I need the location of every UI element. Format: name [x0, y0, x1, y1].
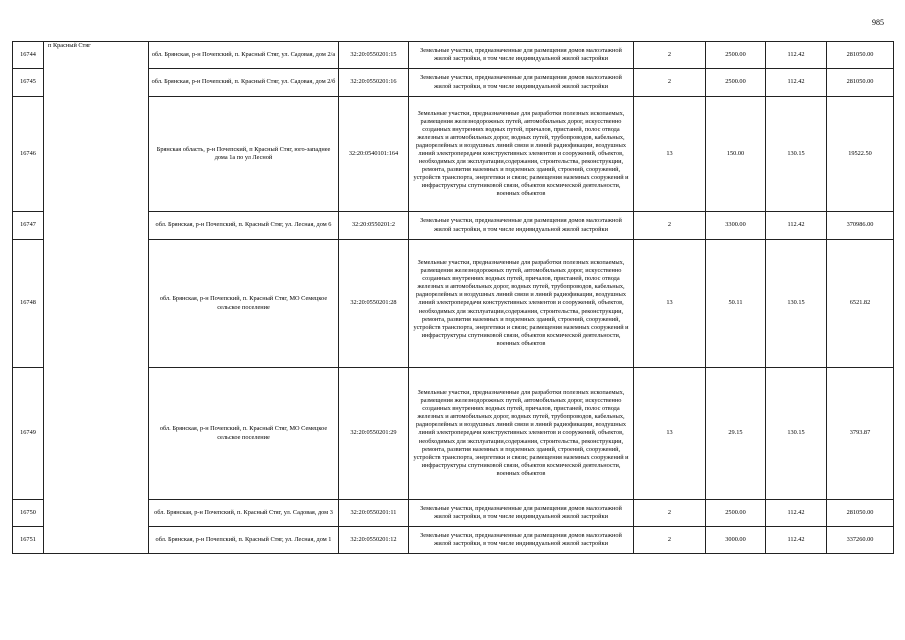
area-cell: 50.11	[706, 240, 766, 368]
purpose-cell: Земельные участки, предназначенные для размещения домов малоэтажной жилой застройки, в том числе индивидуальной жилой застройки	[409, 500, 634, 527]
cadastral-value-cell: 370986.00	[827, 212, 894, 240]
row-number: 16745	[13, 69, 44, 97]
address-cell: обл. Брянская, р-н Почепский, п. Красный Стяг, МО Семецкое сельское поселение	[149, 368, 339, 500]
cadastral-registry-table	[12, 41, 894, 554]
group-cell: 13	[634, 97, 706, 212]
purpose-cell: Земельные участки, предназначенные для размещения домов малоэтажной жилой застройки, в том числе индивидуальной жилой застройки	[409, 212, 634, 240]
cadastral-value-cell: 281050.00	[827, 69, 894, 97]
area-cell: 3300.00	[706, 212, 766, 240]
address-cell: обл. Брянская, р-н Почепский, п. Красный Стяг, ул. Садовая, дом 3	[149, 500, 339, 527]
address-cell: Брянская область, р-н Почепский, п Красный Стяг, юго-западнее дома 1а по ул Лесной	[149, 97, 339, 212]
area-cell: 29.15	[706, 368, 766, 500]
area-cell: 150.00	[706, 97, 766, 212]
specific-value-cell: 112.42	[766, 527, 827, 554]
address-cell: обл. Брянская, р-н Почепский, п. Красный Стяг, ул. Садовая, дом 2/а	[149, 42, 339, 69]
address-cell: обл. Брянская, р-н Почепский, п. Красный Стяг, МО Семецкое сельское поселение	[149, 240, 339, 368]
row-number: 16746	[13, 97, 44, 212]
cadastral-number-cell: 32:20:0550201:11	[339, 500, 409, 527]
specific-value-cell: 112.42	[766, 69, 827, 97]
cadastral-value-cell: 281050.00	[827, 500, 894, 527]
cadastral-value-cell: 19522.50	[827, 97, 894, 212]
row-number: 16744	[13, 42, 44, 69]
area-cell: 2500.00	[706, 69, 766, 97]
specific-value-cell: 112.42	[766, 500, 827, 527]
area-cell: 2500.00	[706, 42, 766, 69]
specific-value-cell: 130.15	[766, 240, 827, 368]
specific-value-cell: 130.15	[766, 368, 827, 500]
cadastral-value-cell: 281050.00	[827, 42, 894, 69]
cadastral-number-cell: 32:20:0550201:12	[339, 527, 409, 554]
row-number: 16751	[13, 527, 44, 554]
cadastral-value-cell: 337260.00	[827, 527, 894, 554]
purpose-cell: Земельные участки, предназначенные для размещения домов малоэтажной жилой застройки, в том числе индивидуальной жилой застройки	[409, 42, 634, 69]
cadastral-number-cell: 32:20:0540101:164	[339, 97, 409, 212]
address-cell: обл. Брянская, р-н Почепский, п. Красный Стяг, ул. Лесная, дом 1	[149, 527, 339, 554]
group-cell: 2	[634, 69, 706, 97]
table-row	[13, 42, 894, 69]
purpose-cell: Земельные участки, предназначенные для разработки полезных ископаемых, размещения железнодорожных путей, автомобильных дорог, искусственно созданных внутренних водных путей, причалов, пристаней, полос отвода железных и автомобильных дорог, водных путей, трубопроводов, кабельных, радиорелейных и воздушных линий связи и линий радиофикации, воздушных линий электропередачи конструктивных элементов и сооружений, объектов, необходимых для эксплуатации,содержания, строительства, реконструкции, ремонта, развития наземных и подземных зданий, строений, сооружений, устройств транспорта, энергетики и связи; размещения наземных сооружений и инфраструктуры спутниковой связи, объектов космической деятельности, военных объектов	[409, 368, 634, 500]
address-cell: обл. Брянская, р-н Почепский, п. Красный Стяг, ул. Лесная, дом 6	[149, 212, 339, 240]
group-cell: 13	[634, 368, 706, 500]
row-number: 16748	[13, 240, 44, 368]
cadastral-number-cell: 32:20:0550201:16	[339, 69, 409, 97]
purpose-cell: Земельные участки, предназначенные для разработки полезных ископаемых, размещения железнодорожных путей, автомобильных дорог, искусственно созданных внутренних водных путей, причалов, пристаней, полос отвода железных и автомобильных дорог, водных путей, трубопроводов, кабельных, радиорелейных и воздушных линий связи и линий радиофикации, воздушных линий электропередачи конструктивных элементов и сооружений, объектов, необходимых для эксплуатации,содержания, строительства, реконструкции, ремонта, развития наземных и подземных зданий, строений, сооружений, устройств транспорта, энергетики и связи; размещения наземных сооружений и инфраструктуры спутниковой связи, объектов космической деятельности, военных объектов	[409, 240, 634, 368]
row-number: 16747	[13, 212, 44, 240]
group-cell: 2	[634, 212, 706, 240]
cadastral-number-cell: 32:20:0550201:28	[339, 240, 409, 368]
row-number: 16750	[13, 500, 44, 527]
specific-value-cell: 112.42	[766, 212, 827, 240]
group-cell: 2	[634, 42, 706, 69]
cadastral-value-cell: 3793.87	[827, 368, 894, 500]
purpose-cell: Земельные участки, предназначенные для размещения домов малоэтажной жилой застройки, в том числе индивидуальной жилой застройки	[409, 527, 634, 554]
address-cell: обл. Брянская, р-н Почепский, п. Красный Стяг, ул. Садовая, дом 2/б	[149, 69, 339, 97]
group-cell: 2	[634, 500, 706, 527]
specific-value-cell: 130.15	[766, 97, 827, 212]
locality-cell: п Красный Стяг	[44, 42, 149, 554]
page-number: 985	[872, 18, 884, 27]
group-cell: 13	[634, 240, 706, 368]
cadastral-value-cell: 6521.82	[827, 240, 894, 368]
purpose-cell: Земельные участки, предназначенные для размещения домов малоэтажной жилой застройки, в том числе индивидуальной жилой застройки	[409, 69, 634, 97]
area-cell: 3000.00	[706, 527, 766, 554]
cadastral-number-cell: 32:20:0550201:15	[339, 42, 409, 69]
specific-value-cell: 112.42	[766, 42, 827, 69]
cadastral-number-cell: 32:20:0550201:2	[339, 212, 409, 240]
purpose-cell: Земельные участки, предназначенные для разработки полезных ископаемых, размещения железнодорожных путей, автомобильных дорог, искусственно созданных внутренних водных путей, причалов, пристаней, полос отвода железных и автомобильных дорог, водных путей, трубопроводов, кабельных, радиорелейных и воздушных линий связи и линий радиофикации, воздушных линий электропередачи конструктивных элементов и сооружений, объектов, необходимых для эксплуатации,содержания, строительства, реконструкции, ремонта, развития наземных и подземных зданий, строений, сооружений, устройств транспорта, энергетики и связи; размещения наземных сооружений и инфраструктуры спутниковой связи, объектов космической деятельности, военных объектов	[409, 97, 634, 212]
cadastral-number-cell: 32:20:0550201:29	[339, 368, 409, 500]
row-number: 16749	[13, 368, 44, 500]
area-cell: 2500.00	[706, 500, 766, 527]
group-cell: 2	[634, 527, 706, 554]
